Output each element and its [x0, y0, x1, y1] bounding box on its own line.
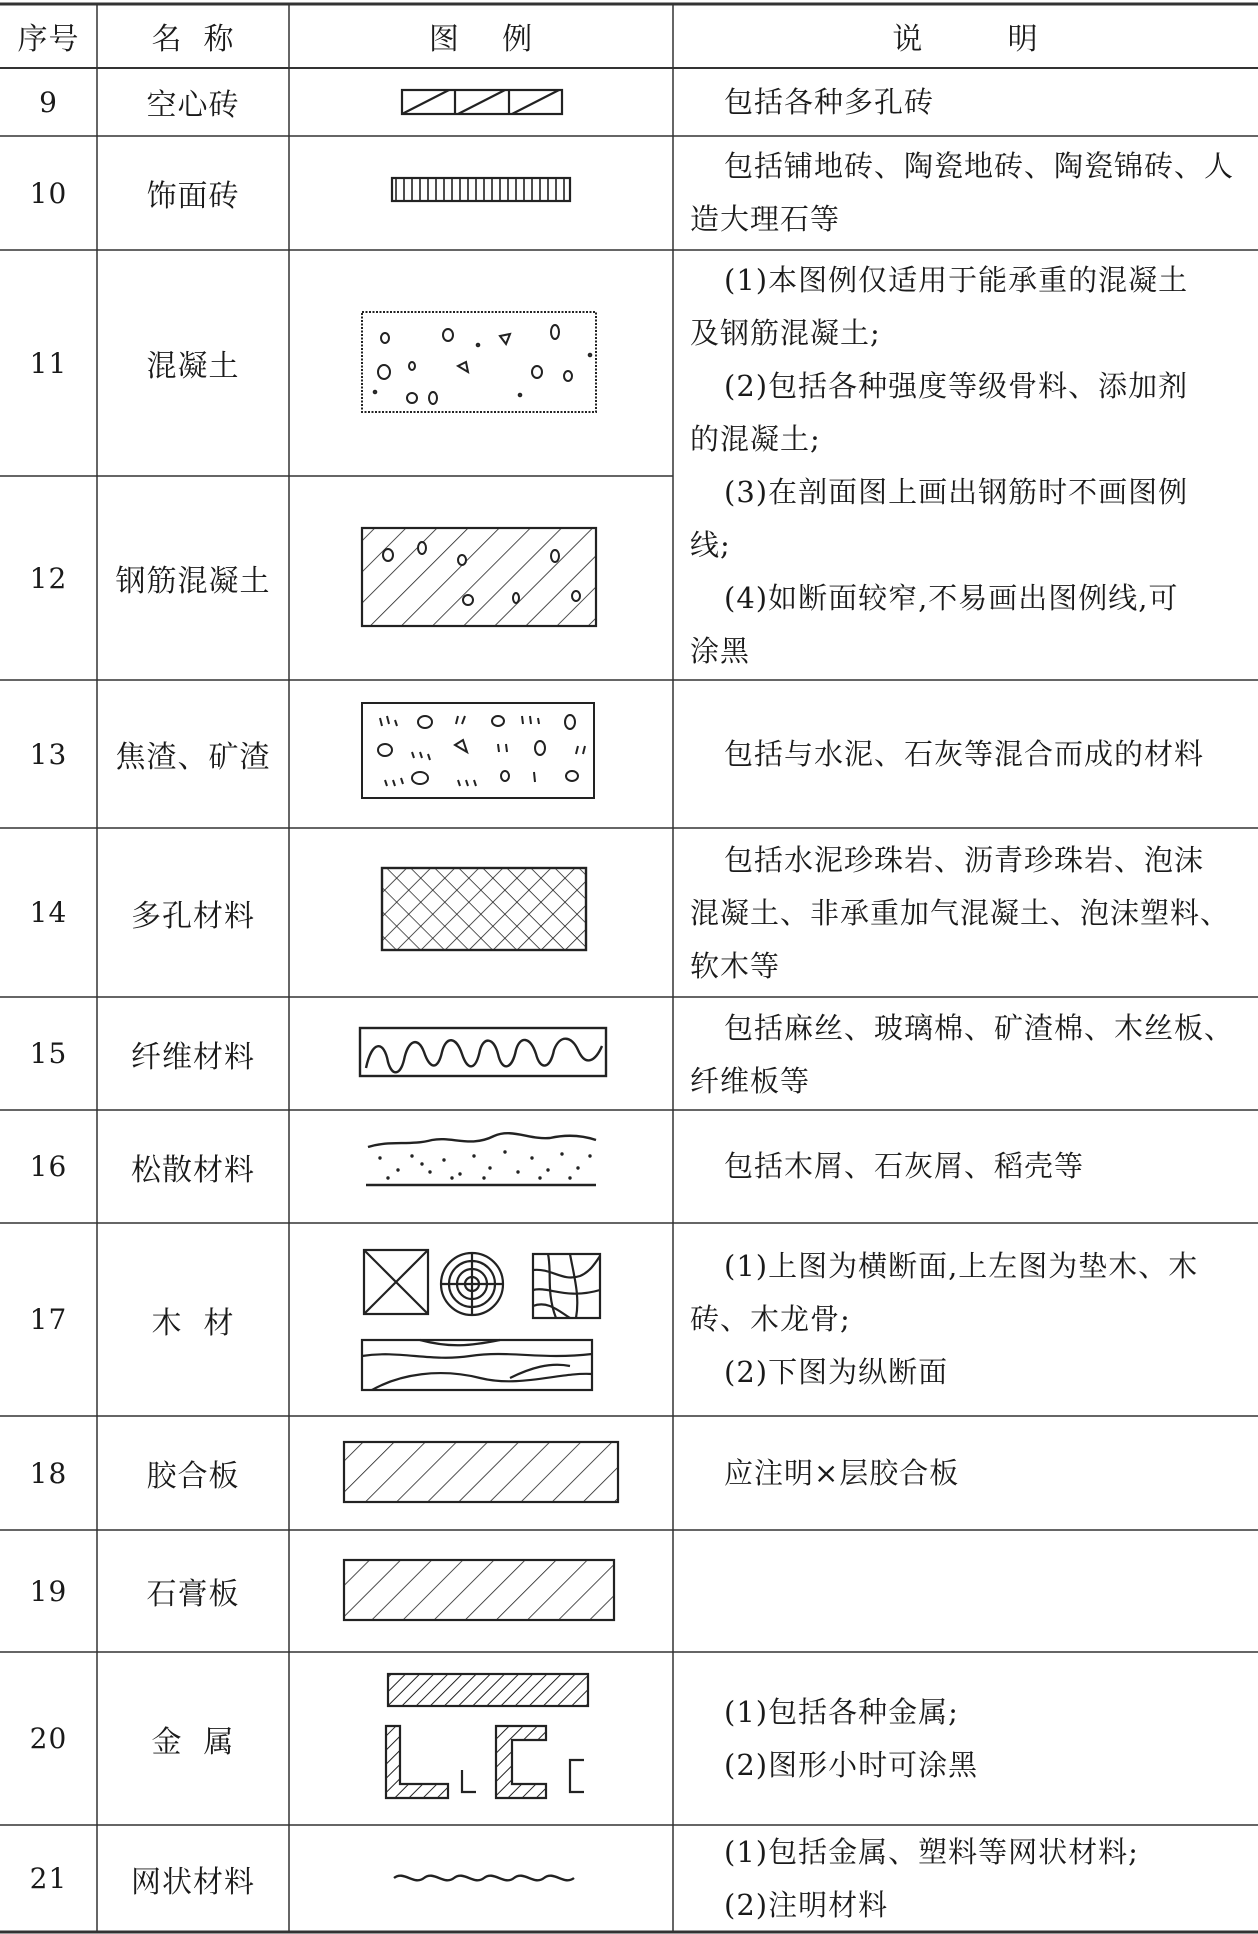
description-line: (1)包括金属、塑料等网状材料; [724, 1835, 1139, 1869]
description-line: 混凝土、非承重加气混凝土、泡沫塑料、 [690, 896, 1231, 930]
row-description [690, 1826, 1250, 1932]
legend-cinder-slag [362, 703, 594, 798]
description-line: 包括各种多孔砖 [724, 84, 935, 119]
legend-wood [362, 1250, 600, 1390]
row-index: 12 [29, 561, 68, 595]
description-line: (1)本图例仅适用于能承重的混凝土 [724, 263, 1189, 297]
row-index: 10 [29, 176, 68, 210]
row-name: 纤维材料 [131, 1039, 255, 1075]
description-line: (2)下图为纵断面 [724, 1355, 949, 1389]
description-line: (1)上图为横断面,上左图为垫木、木 [724, 1249, 1199, 1283]
row-index: 9 [39, 85, 58, 119]
legend-mesh-material [394, 1876, 574, 1881]
description-line: 包括水泥珍珠岩、沥青珍珠岩、泡沫 [724, 843, 1205, 877]
row-name: 混凝土 [146, 349, 240, 384]
description-line: 的混凝土; [690, 422, 821, 456]
description-line: 包括麻丝、玻璃棉、矿渣棉、木丝板、 [724, 1011, 1235, 1045]
legend-fiber-material [360, 1028, 606, 1076]
row-name: 松散材料 [131, 1152, 255, 1188]
row-index: 14 [29, 896, 68, 929]
row-description [690, 68, 1250, 136]
description-line: (4)如断面较窄,不易画出图例线,可 [724, 581, 1179, 615]
legend-facing-brick [392, 178, 570, 201]
row-name: 钢筋混凝土 [115, 564, 271, 599]
description-line: 包括铺地砖、陶瓷地砖、陶瓷锦砖、人 [724, 149, 1235, 183]
description-line: 及钢筋混凝土; [690, 316, 881, 350]
row-description [690, 1686, 1250, 1792]
row-index: 16 [29, 1150, 68, 1183]
row-index: 18 [29, 1456, 68, 1490]
row-name: 空心砖 [146, 88, 240, 123]
legend-gypsum-board [344, 1560, 614, 1620]
description-line: (2)包括各种强度等级骨料、添加剂 [724, 369, 1189, 403]
description-line: 包括木屑、石灰屑、稻壳等 [724, 1149, 1085, 1183]
description-line: (3)在剖面图上画出钢筋时不画图例 [724, 475, 1189, 509]
row-name: 焦渣、矿渣 [115, 740, 271, 775]
concrete-description [690, 254, 1250, 678]
row-index: 20 [29, 1722, 68, 1755]
legend-concrete [362, 312, 596, 412]
row-index: 11 [29, 346, 68, 380]
row-description [690, 1002, 1250, 1108]
row-name: 网状材料 [131, 1864, 255, 1900]
row-description [690, 140, 1250, 246]
row-description [690, 1240, 1250, 1399]
description-line: 涂黑 [690, 634, 751, 668]
description-line: 纤维板等 [690, 1064, 811, 1098]
description-line: (2)图形小时可涂黑 [724, 1748, 979, 1782]
row-description [690, 1110, 1250, 1223]
row-index: 15 [29, 1037, 68, 1070]
row-name: 石膏板 [146, 1577, 240, 1612]
description-line: (1)包括各种金属; [724, 1695, 959, 1729]
header-name: 名 称 [151, 22, 235, 57]
description-line: 造大理石等 [690, 202, 841, 236]
row-index: 21 [29, 1862, 68, 1895]
description-line: 砖、木龙骨; [690, 1302, 851, 1336]
row-index: 13 [29, 737, 68, 771]
row-name: 木 材 [151, 1305, 235, 1341]
row-name: 饰面砖 [146, 179, 240, 214]
description-line: 线; [690, 528, 731, 562]
row-index: 19 [29, 1574, 68, 1608]
header-legend: 图 例 [428, 22, 534, 57]
row-index: 17 [29, 1303, 68, 1336]
legend-loose-material [366, 1133, 596, 1185]
row-description [690, 680, 1250, 828]
legend-reinforced-concrete [362, 528, 596, 626]
header-description: 说 明 [892, 22, 1039, 57]
description-line: (2)注明材料 [724, 1888, 889, 1922]
row-description [690, 1416, 1250, 1530]
row-name: 胶合板 [146, 1459, 240, 1494]
row-name: 多孔材料 [131, 898, 255, 934]
legend-plywood [344, 1442, 618, 1502]
row-description [690, 834, 1250, 993]
description-line: 软木等 [690, 949, 781, 983]
legend-metal [386, 1674, 588, 1798]
row-name: 金 属 [151, 1724, 235, 1760]
description-line: 包括与水泥、石灰等混合而成的材料 [724, 736, 1205, 771]
legend-porous-material [382, 868, 586, 950]
legend-hollow-brick [402, 90, 562, 114]
description-line: 应注明×层胶合板 [724, 1455, 960, 1490]
header-index: 序号 [17, 22, 80, 57]
